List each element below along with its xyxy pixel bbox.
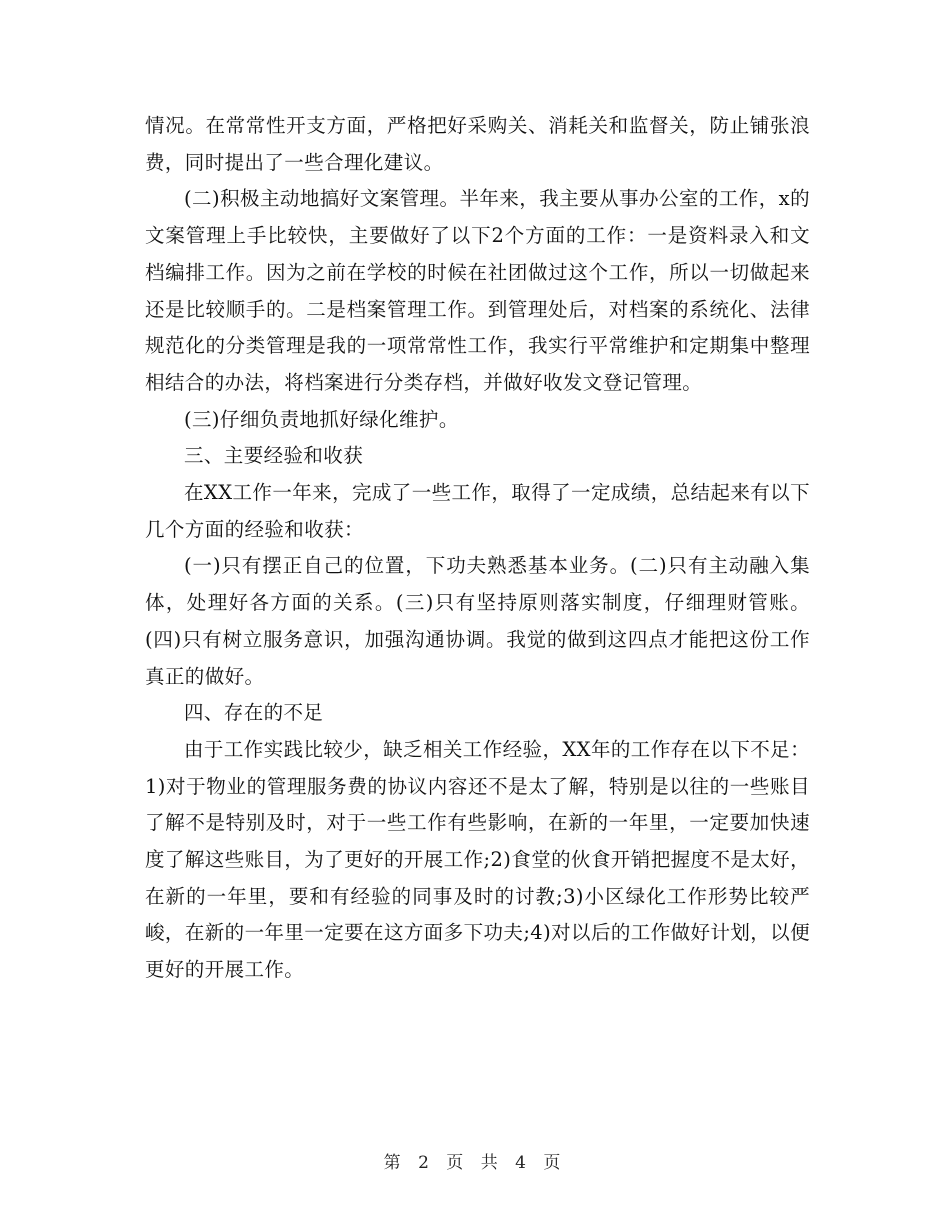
paragraph-1: 情况。在常常性开支方面，严格把好采购关、消耗关和监督关，防止铺张浪费，同时提出了一些合理化建议。 bbox=[145, 114, 810, 174]
section-heading-3: 三、主要经验和收获 bbox=[184, 444, 364, 468]
page-footer: 第 2 页 共 4 页 bbox=[383, 1153, 567, 1173]
paragraph-2: (二)积极主动地搞好文案管理。半年来，我主要从事办公室的工作，x的文案管理上手比较快，主要做好了以下2个方面的工作：一是资料录入和文档编排工作。因为之前在学校的时候在社团做过这个工作，所以一切做起来还是比较顺手的。二是档案管理工作。到管理处后，对档案的系统化、法律规范化的分类管理是我的一项常常性工作，我实行平常维护和定期集中整理相结合的办法，将档案进行分类存档，并做好收发文登记管理。 bbox=[145, 187, 810, 394]
paragraph-3: (三)仔细负责地抓好绿化维护。 bbox=[184, 407, 459, 431]
section-heading-4: 四、存在的不足 bbox=[184, 701, 324, 725]
paragraph-8: 由于工作实践比较少，缺乏相关工作经验，XX年的工作存在以下不足：1)对于物业的管理服务费的协议内容还不是太了解，特别是以往的一些账目了解不是特别及时，对于一些工作有些影响，在新的一年里，一定要加快速度了解这些账目，为了更好的开展工作;2)食堂的伙食开销把握度不是太好，在新的一年里，要和有经验的同事及时的讨教;3)小区绿化工作形势比较严峻，在新的一年里一定要在这方面多下功夫;4)对以后的工作做好计划，以便更好的开展工作。 bbox=[145, 737, 810, 982]
paragraph-5: 在XX工作一年来，完成了一些工作，取得了一定成绩，总结起来有以下几个方面的经验和收获： bbox=[145, 481, 810, 541]
paragraph-6: (一)只有摆正自己的位置，下功夫熟悉基本业务。(二)只有主动融入集体，处理好各方面的关系。(三)只有坚持原则落实制度，仔细理财管账。(四)只有树立服务意识，加强沟通协调。我觉的做到这四点才能把这份工作真正的做好。 bbox=[145, 554, 810, 688]
document-body bbox=[145, 108, 810, 989]
